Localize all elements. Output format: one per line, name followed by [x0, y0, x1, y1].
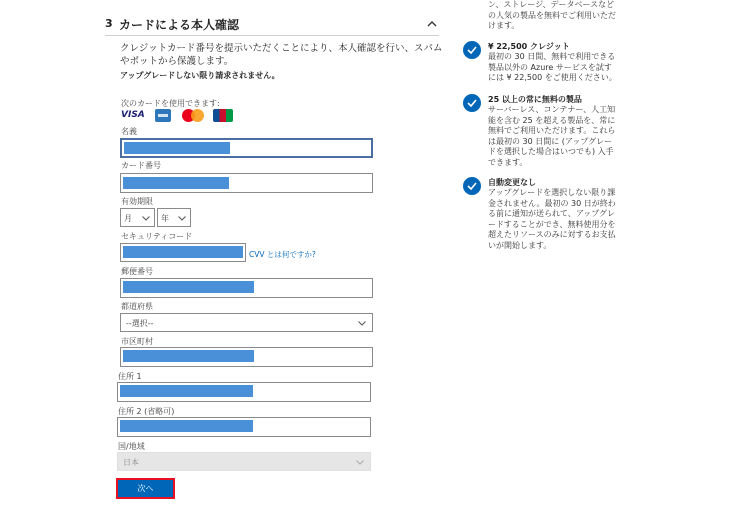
benefit-description: アップグレードを選択しない限り課金されません。最初の 30 日が終わる前に通知が送られて、アップグレードすることができ、無料使用分を超えたリソースのみに対するお支払いが開始します。 — [488, 188, 616, 250]
card-number-label: カード番号 — [121, 161, 161, 170]
name-field[interactable] — [120, 138, 373, 158]
expiry-year-value: 年 — [161, 214, 169, 223]
section-title: カードによる本人確認 — [119, 18, 240, 32]
redacted-value — [124, 142, 230, 154]
mastercard-logo — [182, 109, 206, 122]
intro-note: アップグレードしない限り請求されません。 — [120, 71, 280, 80]
chevron-down-icon — [142, 216, 150, 221]
section-header[interactable] — [105, 14, 439, 36]
chevron-up-icon[interactable] — [427, 20, 437, 27]
country-label: 国/地域 — [118, 442, 145, 451]
visa-logo: VISA — [121, 110, 145, 120]
name-label: 名義 — [121, 127, 137, 136]
jcb-logo — [213, 109, 233, 122]
intro-text: クレジットカード番号を提示いただくことにより、本人確認を行い、スパムやボットから保護します。 — [120, 43, 443, 67]
country-select — [117, 452, 371, 471]
postal-code-field[interactable] — [120, 278, 373, 298]
address2-label: 住所 2 (省略可) — [118, 407, 175, 416]
checkmark-icon — [463, 177, 481, 195]
security-code-label: セキュリティコード — [121, 232, 193, 241]
security-code-field[interactable] — [120, 243, 246, 262]
amex-logo — [155, 109, 171, 122]
chevron-down-icon — [356, 460, 364, 465]
checkmark-icon — [463, 41, 481, 59]
address2-field[interactable] — [117, 417, 371, 437]
prefecture-value: --選択-- — [126, 319, 154, 328]
postal-code-label: 郵便番号 — [121, 267, 153, 276]
benefit-title: 25 以上の常に無料の製品 — [488, 95, 582, 104]
redacted-value — [123, 246, 243, 258]
prefecture-label: 都道府県 — [121, 302, 153, 311]
next-button[interactable]: 次へ — [116, 478, 175, 499]
expiry-year-select[interactable] — [157, 208, 191, 227]
redacted-value — [120, 420, 253, 432]
benefit-description: サーバーレス、コンテナー、人工知能を含む 25 を超える製品を、常に無料でご利用いただけます。これらは最初の 30 日間に (アップグレードを選択した場合はいつでも) 入手できます。 — [488, 105, 616, 167]
address1-field[interactable] — [117, 382, 371, 402]
section-number: 3 — [105, 17, 113, 30]
expiry-month-value: 月 — [124, 214, 132, 223]
accepted-cards-label: 次のカードを使用できます: — [121, 99, 220, 108]
chevron-down-icon — [178, 216, 186, 221]
checkmark-icon — [463, 94, 481, 112]
country-value: 日本 — [123, 458, 139, 467]
benefit-description: 最初の 30 日間、無料で利用できる製品以外の Azure サービスを試すには ¥ 22,500 をご使用ください。 — [488, 52, 617, 82]
expiry-month-select[interactable] — [120, 208, 155, 227]
benefits-top-text: ン、ストレージ、データベースなどの人気の製品を無料でご利用いただけます。 — [488, 0, 616, 30]
card-number-field[interactable] — [120, 173, 373, 193]
redacted-value — [123, 281, 254, 293]
redacted-value — [123, 177, 229, 189]
city-field[interactable] — [120, 347, 373, 367]
cvv-help-link[interactable]: CVV とは何ですか? — [249, 250, 316, 259]
benefit-title: ¥ 22,500 クレジット — [488, 42, 570, 51]
redacted-value — [123, 350, 254, 362]
address1-label: 住所 1 — [118, 372, 142, 381]
prefecture-select[interactable] — [120, 313, 373, 332]
benefit-title: 自動変更なし — [488, 178, 536, 187]
redacted-value — [120, 385, 253, 397]
expiry-label: 有効期限 — [121, 197, 153, 206]
city-label: 市区町村 — [121, 337, 153, 346]
chevron-down-icon — [358, 321, 366, 326]
